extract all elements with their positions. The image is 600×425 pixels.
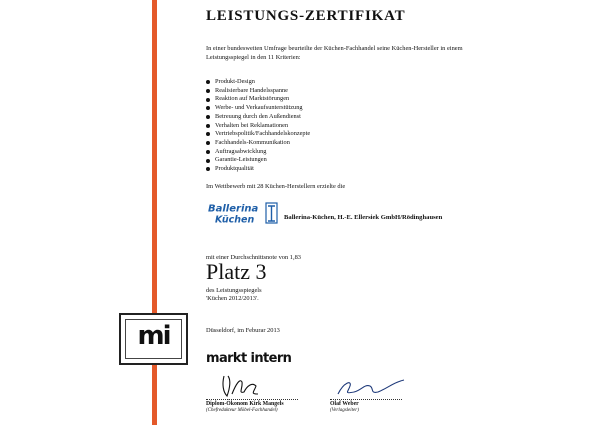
competition-text: Im Wettbewerb mit 28 Küchen-Herstellern erzielte die — [206, 183, 346, 190]
signer2-role: (Verlagsleiter) — [330, 408, 359, 413]
criteria-item: Werbe- und Verkaufsunterstützung — [206, 104, 310, 113]
markt-intern-logo — [119, 313, 188, 365]
criteria-item: Reaktion auf Marktstörungen — [206, 95, 310, 104]
criteria-item: Auftragsabwicklung — [206, 148, 310, 157]
certificate-title: LEISTUNGS-ZERTIFIKAT — [206, 8, 406, 24]
signer1-name: Diplom-Ökonom Kirk Mangels — [206, 401, 284, 407]
markt-intern-logo-text: mi — [137, 321, 170, 351]
criteria-item: Garantie-Leistungen — [206, 156, 310, 165]
criteria-item: Realisierbare Handelsspanne — [206, 87, 310, 96]
source-line-2: 'Küchen 2012/2013'. — [206, 295, 259, 302]
publisher-name: markt intern — [206, 351, 292, 366]
ballerina-kuechen-logo — [207, 201, 278, 225]
signature-mangels — [218, 372, 262, 400]
criteria-item: Betreuung durch den Außendienst — [206, 113, 310, 122]
criteria-item: Vertriebspolitik/Fachhandelskonzepte — [206, 130, 310, 139]
criteria-item: Fachhandels-Kommunikation — [206, 139, 310, 148]
signature-line-2 — [330, 399, 402, 400]
signature-weber — [334, 376, 406, 398]
signature-line-1 — [206, 399, 298, 400]
criteria-item: Produktqualität — [206, 165, 310, 174]
brand-logo-line1: Ballerina — [208, 203, 259, 215]
average-grade-text: mit einer Durchschnittsnote von 1,83 — [206, 254, 301, 261]
signer2-name: Olaf Weber — [330, 401, 359, 407]
brand-logo-line2: Küchen — [215, 214, 255, 225]
intro-text: In einer bundesweiten Umfrage beurteilte der Küchen-Fachhandel seine Küchen-Hersteller in einem Leistungsspiegel in den 11 Kriterien: — [206, 45, 463, 61]
criteria-list — [206, 78, 310, 174]
place-date: Düsseldorf, im Feburar 2013 — [206, 327, 280, 334]
signer1-role: (Chefredakteur Möbel-Fachhandel) — [206, 408, 278, 413]
criteria-item: Produkt-Design — [206, 78, 310, 87]
criteria-item: Verhalten bei Reklamationen — [206, 122, 310, 131]
rank-text: Platz 3 — [206, 259, 267, 284]
source-line-1: des Leistungsspiegels — [206, 287, 262, 294]
company-name: Ballerina-Küchen, H.-E. Ellersiek GmbH/Rödinghausen — [284, 214, 443, 221]
